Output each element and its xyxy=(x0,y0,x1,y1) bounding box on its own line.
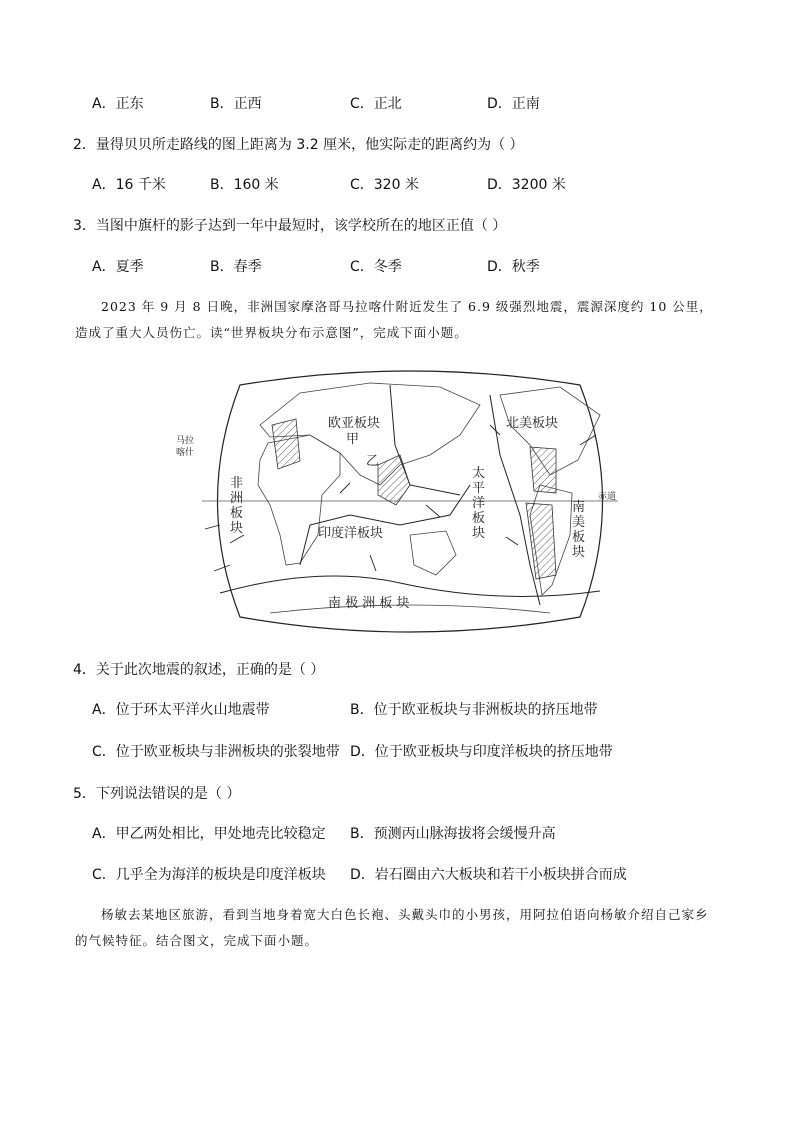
q2-option-a: A．16 千米 xyxy=(92,177,166,193)
q4-option-a: A．位于环太平洋火山地震带 xyxy=(92,702,270,718)
q3-option-c: C．冬季 xyxy=(350,259,402,275)
label-north-american-plate: 北美板块 xyxy=(506,416,559,431)
label-africa-plate-4: 块 xyxy=(230,521,244,536)
q2-option-b: B．160 米 xyxy=(210,177,279,193)
label-jia: 甲 xyxy=(346,432,360,447)
label-pacific-plate-5: 块 xyxy=(472,526,486,541)
label-africa-plate-3: 板 xyxy=(230,506,244,521)
label-equator: 赤道 xyxy=(598,492,617,502)
q2-stem: 2．量得贝贝所走路线的图上距离为 3.2 厘米，他实际走的距离约为（ ） xyxy=(73,137,524,153)
label-antarctic-plate: 南 极 洲 板 块 xyxy=(328,596,410,611)
q4-option-d: D．位于欧亚板块与印度洋板块的挤压地带 xyxy=(350,744,613,760)
q3-option-d: D．秋季 xyxy=(487,259,540,275)
label-indian-ocean-plate: 印度洋板块 xyxy=(318,526,384,541)
label-south-american-plate-1: 南 xyxy=(572,500,586,515)
label-pacific-plate-4: 板 xyxy=(472,511,486,526)
label-marrakech-line1: 马拉 xyxy=(176,436,195,446)
label-pacific-plate-1: 太 xyxy=(472,466,486,481)
label-africa-plate-2: 洲 xyxy=(230,491,244,506)
q2-option-d: D．3200 米 xyxy=(487,177,566,193)
q2-option-c: C．320 米 xyxy=(350,177,419,193)
intro-paragraph-earthquake: 2023 年 9 月 8 日晚，非洲国家摩洛哥马拉喀什附近发生了 6.9 级强烈地震，震源深度约 10 公里，造成了重大人员伤亡。读“世界板块分布示意图”，完成下面小题。 xyxy=(75,299,713,340)
label-yi: 乙 xyxy=(366,454,380,469)
q5-option-a: A．甲乙两处相比，甲处地壳比较稳定 xyxy=(92,826,326,842)
q4-option-b: B．位于欧亚板块与非洲板块的挤压地带 xyxy=(350,702,598,718)
label-south-american-plate-2: 美 xyxy=(572,515,586,530)
map-border xyxy=(218,371,603,632)
q3-option-a: A．夏季 xyxy=(92,259,144,275)
q4-stem: 4．关于此次地震的叙述，正确的是（ ） xyxy=(73,662,325,678)
label-pacific-plate-2: 平 xyxy=(472,481,486,496)
q1-option-b: B．正西 xyxy=(210,96,262,112)
label-marrakech-line2: 喀什 xyxy=(176,448,195,458)
q5-stem: 5．下列说法错误的是（ ） xyxy=(73,786,241,802)
label-africa-plate-1: 非 xyxy=(230,476,244,491)
q1-option-d: D．正南 xyxy=(487,96,540,112)
world-plates-map xyxy=(176,365,620,637)
q5-option-b: B．预测丙山脉海拔将会缓慢升高 xyxy=(350,826,556,842)
label-south-american-plate-3: 板 xyxy=(572,530,586,545)
label-south-american-plate-4: 块 xyxy=(572,545,586,560)
label-pacific-plate-3: 洋 xyxy=(472,496,486,511)
q5-option-d: D．岩石圈由六大板块和若干小板块拼合而成 xyxy=(350,867,627,883)
q4-option-c: C．位于欧亚板块与非洲板块的张裂地带 xyxy=(92,744,340,760)
q5-option-c: C．几乎全为海洋的板块是印度洋板块 xyxy=(92,867,326,883)
label-eurasian-plate: 欧亚板块 xyxy=(328,416,381,431)
q3-stem: 3．当图中旗杆的影子达到一年中最短时，该学校所在的地区正值（ ） xyxy=(73,218,507,234)
intro-paragraph-travel: 杨敏去某地区旅游，看到当地身着宽大白色长袍、头戴头巾的小男孩，用阿拉伯语向杨敏介绍自己家乡的气候特征。结合图文，完成下面小题。 xyxy=(75,907,709,948)
q3-option-b: B．春季 xyxy=(210,259,262,275)
q1-option-c: C．正北 xyxy=(350,96,402,112)
hatched-zone-north-america xyxy=(530,447,556,493)
q1-option-a: A．正东 xyxy=(92,96,144,112)
